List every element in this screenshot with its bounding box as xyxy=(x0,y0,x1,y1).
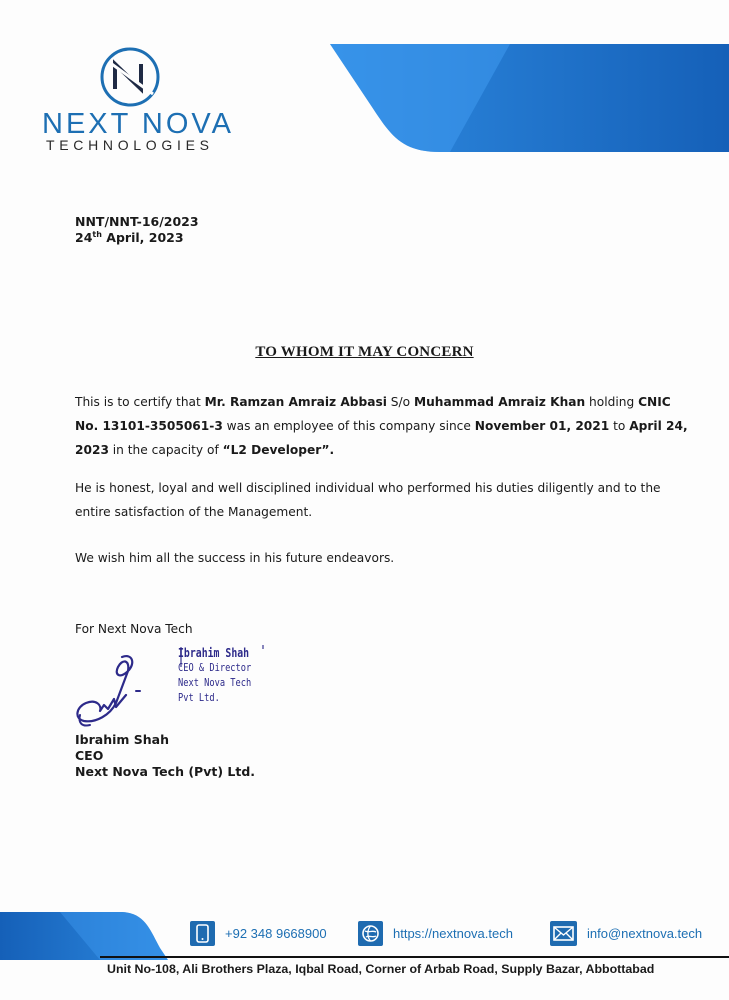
letter-date: 24th April, 2023 xyxy=(75,230,184,246)
footer-website[interactable] xyxy=(358,920,513,946)
company-stamp xyxy=(178,646,278,726)
body-paragraph-2: He is honest, loyal and well disciplined individual who performed his duties diligently and to the entire satisfaction of the Management. xyxy=(75,481,661,519)
stamp-line: Pvt Ltd. xyxy=(178,692,220,704)
reference-number: NNT/NNT-16/2023 xyxy=(75,214,199,229)
stamp-line: Ibrahim Shah xyxy=(178,646,250,660)
company-address: Unit No-108, Ali Brothers Plaza, Iqbal Road, Corner of Arbab Road, Supply Bazar, Abbottabad xyxy=(107,962,655,976)
footer-email[interactable] xyxy=(550,920,702,946)
envelope-icon xyxy=(550,921,577,946)
phone-icon xyxy=(190,921,215,946)
company-name: NEXT NOVA xyxy=(42,108,234,140)
phone-number: +92 348 9668900 xyxy=(225,925,327,941)
signatory-title: CEO xyxy=(75,748,104,763)
globe-icon xyxy=(358,921,383,946)
letter-heading: TO WHOM IT MAY CONCERN xyxy=(255,344,474,360)
body-paragraph-1: This is to certify that Mr. Ramzan Amraiz Abbasi S/o Muhammad Amraiz Khan holding CNIC No. 13101-3505061-3 was an employee of this company since November 01, 2021 to April 24, 2023 in the capacity of “L2 Developer”. xyxy=(75,395,688,457)
signatory-company: Next Nova Tech (Pvt) Ltd. xyxy=(75,764,256,779)
body-paragraph-3: We wish him all the success in his future endeavors. xyxy=(75,551,395,565)
stamp-line: CEO & Director xyxy=(178,662,252,674)
footer-divider xyxy=(100,956,729,958)
header-band xyxy=(330,44,729,152)
email-link[interactable]: info@nextnova.tech xyxy=(587,925,703,941)
footer-phone xyxy=(190,920,327,946)
next-nova-logo-icon xyxy=(95,42,165,112)
company-subtitle: TECHNOLOGIES xyxy=(46,137,214,153)
handwritten-signature xyxy=(70,645,150,730)
for-company-line: For Next Nova Tech xyxy=(75,622,193,636)
signatory-name: Ibrahim Shah xyxy=(75,732,169,747)
stamp-line: Next Nova Tech xyxy=(178,677,252,689)
website-link[interactable]: https://nextnova.tech xyxy=(393,925,513,941)
